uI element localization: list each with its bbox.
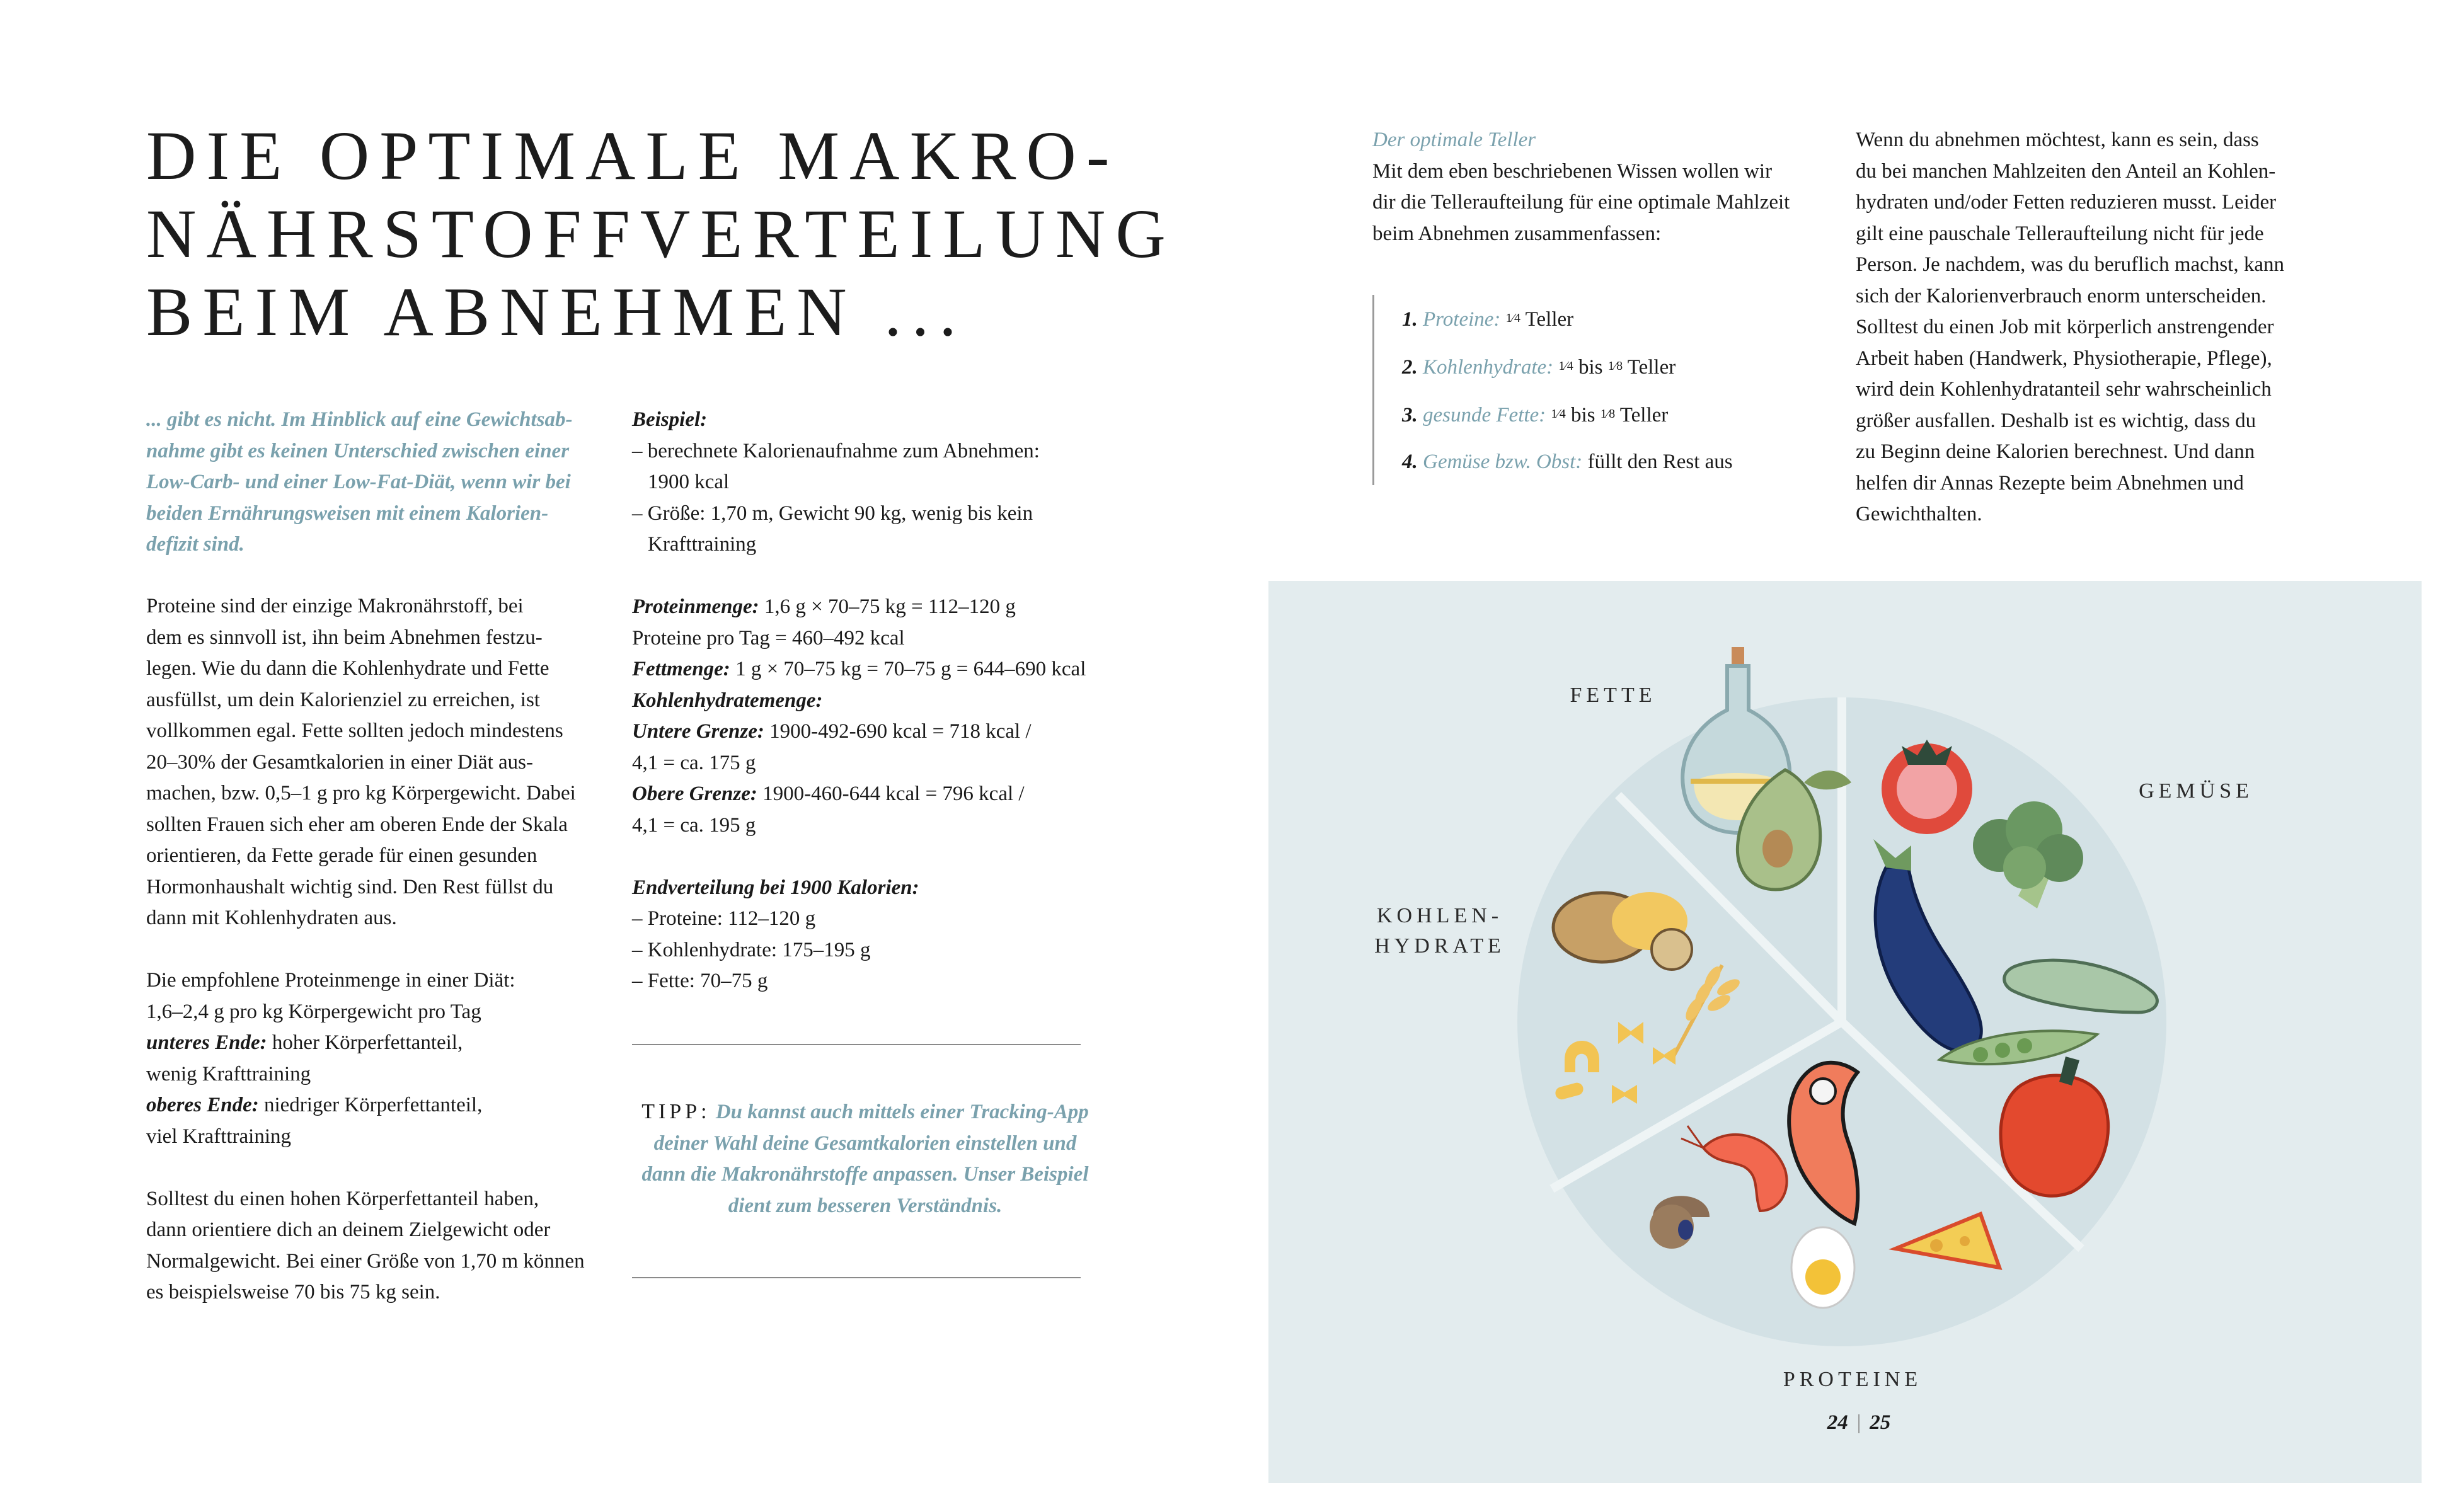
intro-line: nahme gibt es keinen Unterschied zwischen einer bbox=[146, 439, 570, 462]
body-line: gilt eine pauschale Telleraufteilung nicht für jede bbox=[1856, 222, 2264, 245]
tip-box bbox=[632, 1096, 1098, 1222]
list-text: Teller bbox=[1615, 404, 1669, 427]
body-line: Wenn du abnehmen möchtest, kann es sein, dass bbox=[1856, 129, 2259, 151]
body-line: 4,1 = ca. 175 g bbox=[632, 751, 756, 774]
label-kohlenhydrate bbox=[1355, 901, 1525, 961]
body-line: 4,1 = ca. 195 g bbox=[632, 813, 756, 837]
body-line: hydraten und/oder Fetten reduzieren musst. Leider bbox=[1856, 191, 2277, 214]
body-line: Arbeit haben (Handwerk, Physiotherapie, Pflege), bbox=[1856, 346, 2272, 370]
list-text: bis bbox=[1565, 404, 1601, 427]
body-line: zu Beginn deine Kalorien berechnest. Und dann bbox=[1856, 440, 2255, 463]
body-line bbox=[146, 1090, 600, 1121]
inline-label: Untere Grenze: bbox=[632, 720, 764, 743]
label-gemuese: GEMÜSE bbox=[2139, 779, 2253, 803]
body-line: – Kohlenhydrate: 175–195 g bbox=[632, 938, 871, 961]
body-line: – Fette: 70–75 g bbox=[632, 970, 768, 992]
body-line: Normalgewicht. Bei einer Größe von 1,70 m können bbox=[146, 1249, 585, 1273]
page-separator: | bbox=[1856, 1411, 1861, 1434]
body-line: Mit dem eben beschriebenen Wissen wollen wir bbox=[1372, 159, 1773, 183]
list-text: Teller bbox=[1623, 356, 1676, 379]
inline-text: 1,6 g × 70–75 kg = 112–120 g bbox=[759, 595, 1016, 618]
inline-label: oberes Ende: bbox=[146, 1094, 259, 1116]
body-line: du bei manchen Mahlzeiten den Anteil an Kohlen- bbox=[1856, 159, 2276, 183]
body-line: Proteine pro Tag = 460–492 kcal bbox=[632, 626, 905, 650]
body-line bbox=[632, 716, 1111, 748]
body-line: wird dein Kohlenhydratanteil sehr wahrscheinlich bbox=[1856, 378, 2272, 401]
fraction-den: 4 bbox=[1566, 359, 1573, 373]
body-line: Proteine sind der einzige Makronährstoff, bei bbox=[146, 595, 524, 617]
list-item bbox=[1402, 438, 1843, 485]
fraction-num: 1 bbox=[1505, 311, 1512, 325]
title-line: DIE OPTIMALE MAKRO- bbox=[146, 117, 1120, 194]
label-line: KOHLEN- bbox=[1376, 904, 1503, 927]
body-line: Solltest du einen Job mit körperlich anstrengender bbox=[1856, 316, 2274, 338]
list-number: 3. bbox=[1402, 404, 1418, 427]
body-line: größer ausfallen. Deshalb ist es wichtig, dass du bbox=[1856, 409, 2256, 432]
body-line bbox=[632, 592, 1111, 623]
fraction-num: 1 bbox=[1558, 359, 1565, 373]
body-line bbox=[632, 654, 1111, 685]
inline-text: niedriger Körperfettanteil, bbox=[258, 1094, 483, 1116]
page-number-right: 25 bbox=[1870, 1411, 1891, 1434]
body-line: dann mit Kohlenhydraten aus. bbox=[146, 907, 397, 929]
inline-label: Proteinmenge: bbox=[632, 595, 759, 618]
body-line: 1900 kcal bbox=[648, 471, 730, 493]
inline-text: hoher Körperfettanteil, bbox=[267, 1031, 463, 1054]
plate-intro bbox=[1372, 125, 1826, 249]
list-item: 3. gesunde Fette: 1⁄4 bis 1⁄8 Teller bbox=[1402, 404, 1669, 427]
fraction-den: 4 bbox=[1514, 311, 1520, 325]
body-line: Krafttraining bbox=[648, 533, 757, 556]
page-numbers bbox=[1783, 1411, 1934, 1435]
body-line: – Proteine: 112–120 g bbox=[632, 907, 816, 930]
body-line: legen. Wie du dann die Kohlenhydrate und Fette bbox=[146, 657, 549, 680]
fraction-den: 8 bbox=[1609, 407, 1616, 421]
inline-label: unteres Ende: bbox=[146, 1031, 267, 1054]
body-line: sollten Frauen sich eher am oberen Ende der Skala bbox=[146, 813, 568, 836]
list-number: 4. bbox=[1402, 450, 1418, 473]
intro-line: Low-Carb- und einer Low-Fat-Diät, wenn wir bei bbox=[146, 471, 571, 493]
body-line: machen, bzw. 0,5–1 g pro kg Körpergewicht. Dabei bbox=[146, 782, 576, 805]
body-line: dir die Telleraufteilung für eine optimale Mahlzeit bbox=[1372, 191, 1790, 214]
body-line: 20–30% der Gesamtkalorien in einer Diät aus- bbox=[146, 750, 533, 774]
tip-text: Du kannst auch mittels einer Tracking-App deiner Wahl deine Gesamtkalorien einstellen und dann die Makronährstoffe anpassen. Unser Beispiel dient zum besseren Verständnis. bbox=[641, 1101, 1089, 1217]
divider bbox=[632, 1277, 1081, 1278]
intro-line: beiden Ernährungsweisen mit einem Kalorien- bbox=[146, 501, 549, 525]
inline-label: Obere Grenze: bbox=[632, 782, 757, 805]
inline-label: Fettmenge: bbox=[632, 658, 730, 680]
list-label: gesunde Fette: bbox=[1423, 404, 1546, 427]
plate-illustration bbox=[1268, 581, 2422, 1483]
section-heading: Der optimale Teller bbox=[1372, 129, 1536, 151]
list-text: bis bbox=[1573, 356, 1608, 379]
body-line: – Größe: 1,70 m, Gewicht 90 kg, wenig bis kein bbox=[632, 501, 1033, 525]
inline-text: 1900-460-644 kcal = 796 kcal / bbox=[757, 782, 1025, 805]
body-line: wenig Krafttraining bbox=[146, 1062, 311, 1085]
plate-list bbox=[1372, 295, 1843, 485]
list-item: 1. Proteine: 1⁄4 Teller bbox=[1402, 308, 1574, 331]
list-text: füllt den Rest aus bbox=[1582, 450, 1733, 473]
tip-label: TIPP: bbox=[641, 1100, 711, 1123]
fraction-num: 1 bbox=[1607, 359, 1614, 373]
body-line: beim Abnehmen zusammenfassen: bbox=[1372, 222, 1662, 245]
body-line: Solltest du einen hohen Körperfettanteil haben, bbox=[146, 1187, 539, 1210]
label-line: HYDRATE bbox=[1374, 934, 1505, 958]
fraction-num: 1 bbox=[1600, 407, 1607, 421]
page-title bbox=[146, 117, 1176, 351]
fraction-num: 1 bbox=[1551, 407, 1558, 421]
body-line: Person. Je nachdem, was du beruflich machst, kann bbox=[1856, 253, 2284, 276]
body-line: Die empfohlene Proteinmenge in einer Diät: bbox=[146, 969, 515, 992]
intro-line: ... gibt es nicht. Im Hinblick auf eine Gewichtsab- bbox=[146, 408, 573, 431]
example-heading: Endverteilung bei 1900 Kalorien: bbox=[632, 876, 919, 899]
title-line: BEIM ABNEHMEN ... bbox=[146, 273, 967, 350]
body-column-1 bbox=[146, 591, 600, 1309]
body-line: 1,6–2,4 g pro kg Körpergewicht pro Tag bbox=[146, 1000, 481, 1023]
body-line: dem es sinnvoll ist, ihn beim Abnehmen festzu- bbox=[146, 626, 543, 649]
egg-icon bbox=[1791, 1227, 1854, 1308]
example-column bbox=[632, 404, 1111, 997]
example-heading: Kohlenhydratemenge: bbox=[632, 689, 823, 712]
page-number-left: 24 bbox=[1827, 1411, 1848, 1434]
body-line: dann orientiere dich an deinem Zielgewicht oder bbox=[146, 1218, 551, 1241]
intro-line: defizit sind. bbox=[146, 533, 244, 556]
body-line: helfen dir Annas Rezepte beim Abnehmen und bbox=[1856, 471, 2244, 495]
label-fette: FETTE bbox=[1570, 684, 1657, 707]
label-proteine: PROTEINE bbox=[1783, 1368, 1923, 1391]
body-line: orientieren, da Fette gerade für einen gesunden bbox=[146, 844, 537, 867]
list-text: Teller bbox=[1520, 308, 1574, 331]
body-column-4 bbox=[1856, 125, 2335, 530]
example-heading: Beispiel: bbox=[632, 408, 708, 431]
fraction-den: 4 bbox=[1559, 407, 1566, 421]
body-line: es beispielsweise 70 bis 75 kg sein. bbox=[146, 1281, 440, 1303]
inline-text: 1900-492-690 kcal = 718 kcal / bbox=[764, 720, 1032, 743]
body-line: Hormonhaushalt wichtig sind. Den Rest füllst du bbox=[146, 875, 554, 898]
body-line bbox=[632, 779, 1111, 810]
divider bbox=[632, 1044, 1081, 1045]
title-line: NÄHRSTOFFVERTEILUNG bbox=[146, 195, 1176, 272]
list-label: Kohlenhydrate: bbox=[1423, 356, 1554, 379]
body-line: vollkommen egal. Fette sollten jedoch mindestens bbox=[146, 719, 563, 742]
list-label: Proteine: bbox=[1423, 308, 1501, 331]
list-label: Gemüse bzw. Obst: bbox=[1423, 450, 1583, 473]
body-line: Gewichthalten. bbox=[1856, 503, 1982, 525]
list-number: 2. bbox=[1402, 356, 1418, 379]
body-line: ausfüllst, um dein Kalorienziel zu erreichen, ist bbox=[146, 688, 540, 711]
body-line: sich der Kalorienverbrauch enorm unterscheiden. bbox=[1856, 284, 2267, 307]
intro-text bbox=[146, 404, 600, 561]
list-number: 1. bbox=[1402, 308, 1418, 331]
fraction-den: 8 bbox=[1616, 359, 1623, 373]
body-line bbox=[146, 1028, 600, 1059]
body-line: viel Krafttraining bbox=[146, 1125, 292, 1148]
list-item: 2. Kohlenhydrate: 1⁄4 bis 1⁄8 Teller bbox=[1402, 356, 1676, 379]
inline-text: 1 g × 70–75 kg = 70–75 g = 644–690 kcal bbox=[730, 658, 1086, 680]
body-line: – berechnete Kalorienaufnahme zum Abnehmen: bbox=[632, 439, 1040, 462]
